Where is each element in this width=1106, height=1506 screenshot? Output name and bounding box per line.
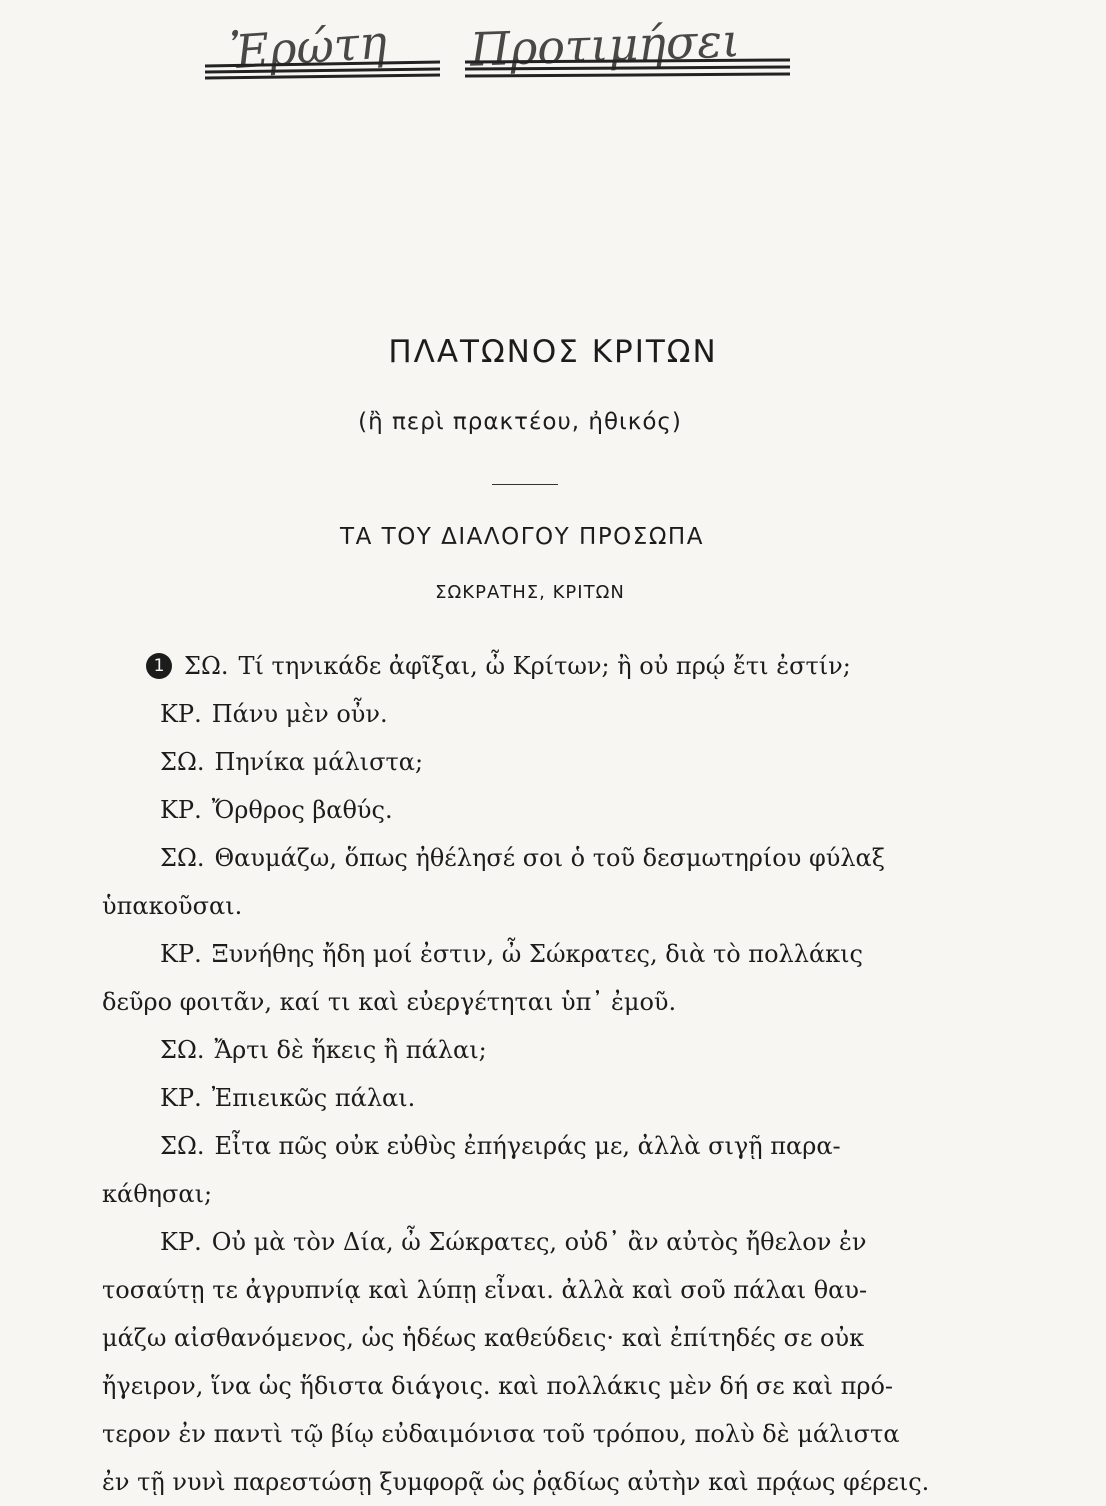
dialogue-line (102, 1218, 938, 1266)
speech: Ἐπιεικῶς πάλαι. (211, 1084, 416, 1112)
dialogue-text (102, 642, 938, 1506)
dialogue-subtitle: (ἢ περὶ πρακτέου, ἠθικός) (358, 409, 682, 435)
divider-rule (492, 484, 558, 485)
dialogue-line-continued: ὑπακοῦσαι. (102, 892, 243, 920)
struck-through-heading (200, 14, 800, 124)
dialogue-line (102, 642, 938, 690)
dialogue-title: ΠΛΑΤΩΝΟΣ ΚΡΙΤΩΝ (388, 334, 718, 370)
struck-word-1: Ἐρώτη (228, 14, 389, 80)
speech: Τί τηνικάδε ἀφῖξαι, ὦ Κρίτων; ἢ οὐ πρῴ ἔτι ἐστίν; (238, 652, 851, 680)
speech: Ὄρθρος βαθύς. (211, 796, 393, 824)
dialogue-line (102, 786, 938, 834)
speech: Πάνυ μὲν οὖν. (211, 700, 388, 728)
speaker-label: ΚΡ. (160, 1228, 202, 1256)
speaker-label: ΣΩ. (160, 1036, 205, 1064)
speech: Πηνίκα μάλιστα; (214, 748, 424, 776)
speaker-label: ΣΩ. (184, 652, 229, 680)
speaker-label: ΚΡ. (160, 796, 202, 824)
speech: Θαυμάζω, ὅπως ἠθέλησέ σοι ὁ τοῦ δεσμωτηρίου φύλαξ (214, 844, 885, 872)
speaker-label: ΣΩ. (160, 748, 205, 776)
dialogue-line (102, 834, 938, 882)
personae-heading: ΤΑ ΤΟΥ ΔΙΑΛΟΓΟΥ ΠΡΟΣΩΠΑ (340, 524, 704, 550)
dialogue-line (102, 1026, 938, 1074)
speaker-label: ΚΡ. (160, 1084, 202, 1112)
speaker-label: ΣΩ. (160, 844, 205, 872)
struck-word-2: Προτιμήσει (469, 13, 741, 77)
dialogue-line (102, 738, 938, 786)
dialogue-line (102, 1074, 938, 1122)
speaker-label: ΚΡ. (160, 700, 202, 728)
dialogue-line (102, 690, 938, 738)
dialogue-line-continued: τερον ἐν παντὶ τῷ βίῳ εὐδαιμόνισα τοῦ τρόπου, πολὺ δὲ μάλιστα (102, 1420, 900, 1448)
speech: Ξυνήθης ἤδη μοί ἐστιν, ὦ Σώκρατες, διὰ τὸ πολλάκις (211, 940, 863, 968)
speaker-label: ΚΡ. (160, 940, 202, 968)
dialogue-line-continued: μάζω αἰσθανόμενος, ὡς ἡδέως καθεύδεις· καὶ ἐπίτηδές σε οὐκ (102, 1324, 865, 1352)
speech: Οὐ μὰ τὸν Δία, ὦ Σώκρατες, οὐδ᾽ ἂν αὐτὸς ἤθελον ἐν (211, 1228, 867, 1256)
dialogue-line-continued: δεῦρο φοιτᾶν, καί τι καὶ εὐεργέτηται ὑπ᾽ ἐμοῦ. (102, 988, 677, 1016)
strike-lines (200, 14, 800, 124)
dialogue-line-continued: ἤγειρον, ἵνα ὡς ἥδιστα διάγοις. καὶ πολλάκις μὲν δή σε καὶ πρό- (102, 1372, 894, 1400)
dialogue-line-continued: τοσαύτῃ τε ἀγρυπνίᾳ καὶ λύπῃ εἶναι. ἀλλὰ καὶ σοῦ πάλαι θαυ- (102, 1276, 868, 1304)
speech: Ἄρτι δὲ ἥκεις ἢ πάλαι; (214, 1036, 487, 1064)
dialogue-line-continued: κάθησαι; (102, 1180, 213, 1208)
dialogue-line (102, 930, 938, 978)
section-marker: 1 (146, 653, 172, 679)
dialogue-line-continued: ἐν τῇ νυνὶ παρεστώσῃ ξυμφορᾷ ὡς ῥᾳδίως αὐτὴν καὶ πρᾴως φέρεις. (102, 1468, 930, 1496)
speaker-label: ΣΩ. (160, 1132, 205, 1160)
speech: Εἶτα πῶς οὐκ εὐθὺς ἐπήγειράς με, ἀλλὰ σιγῇ παρα- (214, 1132, 841, 1160)
personae-list: ΣΩΚΡΑΤΗΣ, ΚΡΙΤΩΝ (435, 582, 625, 603)
dialogue-line (102, 1122, 938, 1170)
